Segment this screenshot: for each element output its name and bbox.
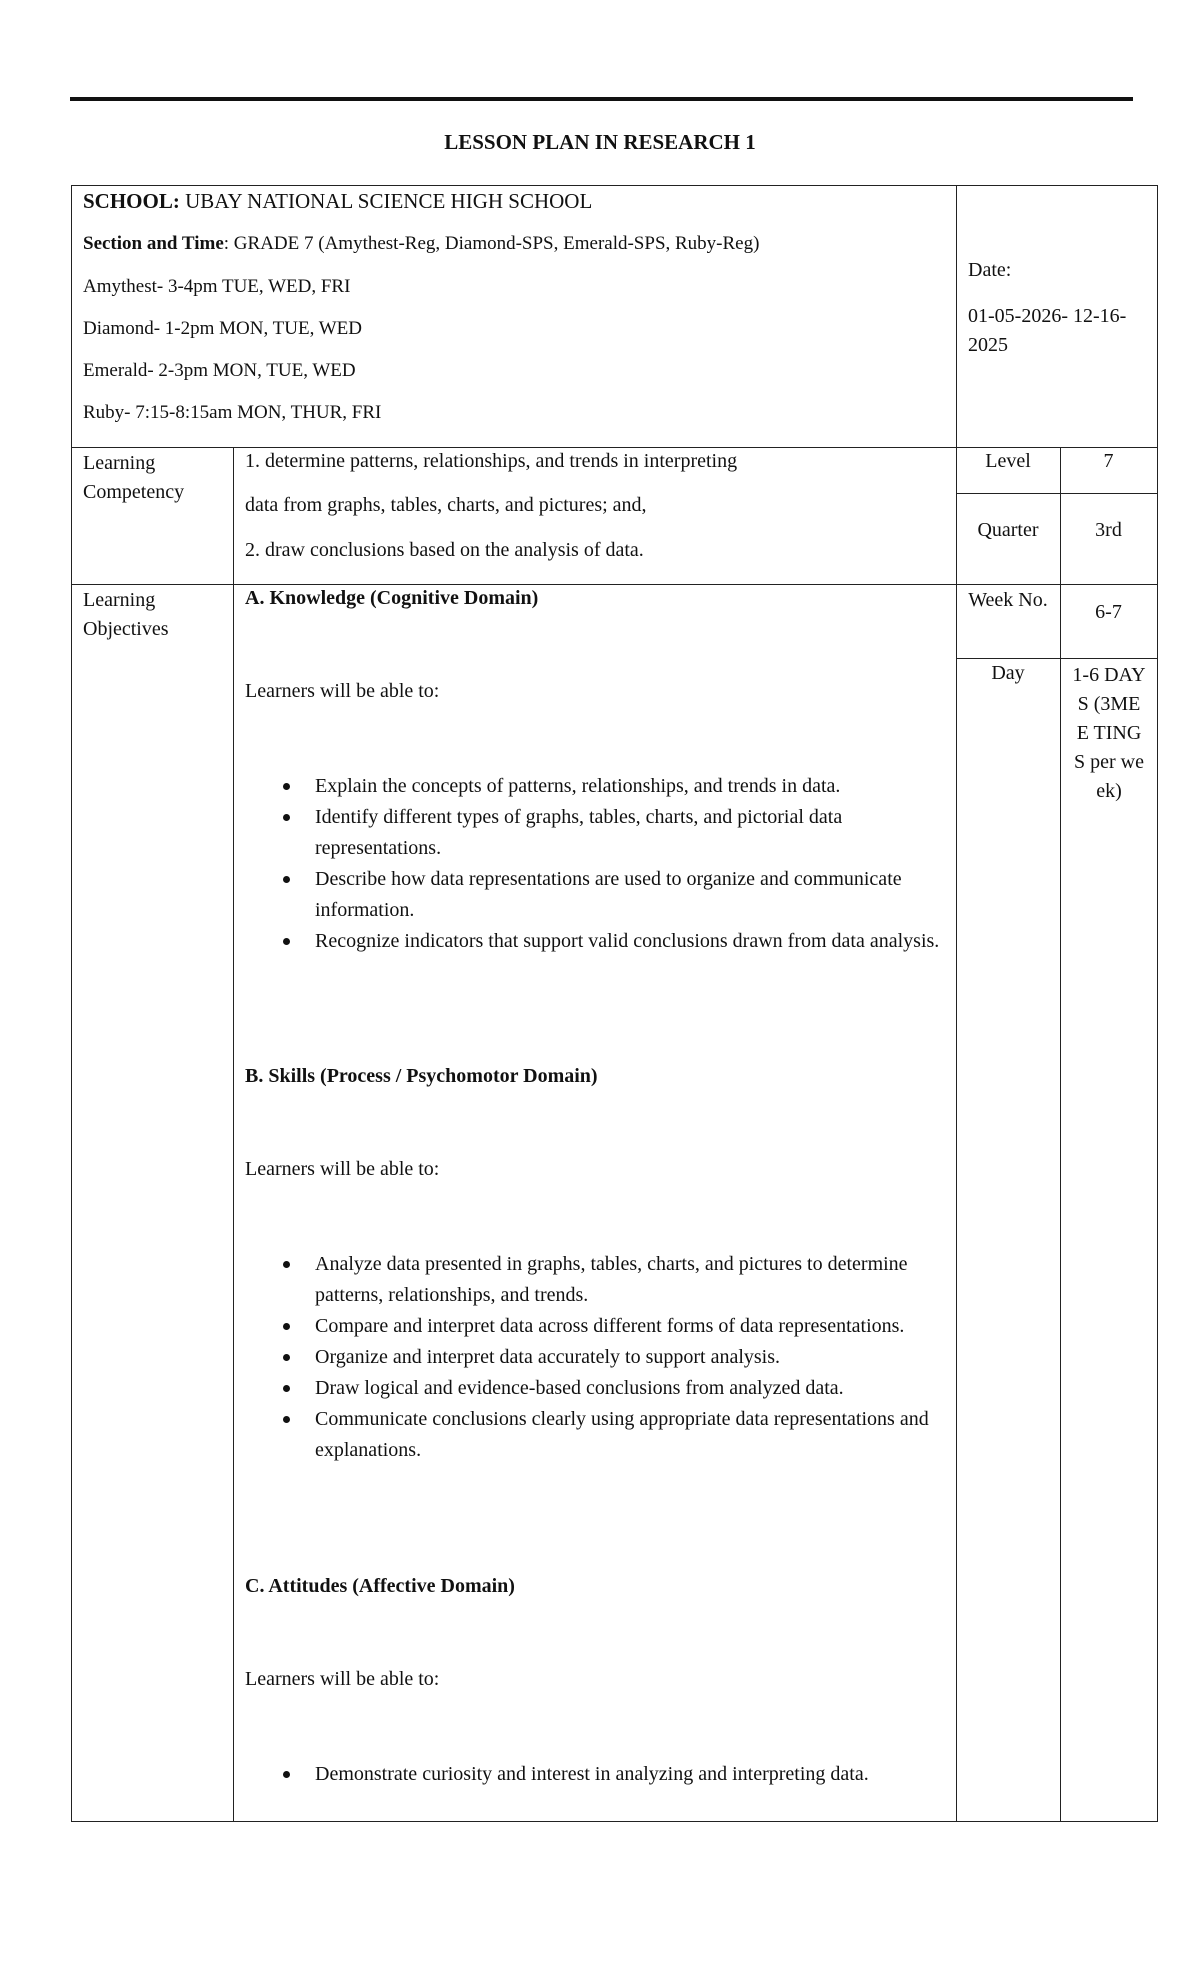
attitudes-intro: Learners will be able to: bbox=[245, 1668, 440, 1690]
document-title: LESSON PLAN IN RESEARCH 1 bbox=[444, 130, 756, 154]
attitudes-list bbox=[245, 1759, 945, 1790]
competency-line-2: data from graphs, tables, charts, and pictures; and, bbox=[245, 494, 647, 516]
list-item: Communicate conclusions clearly using appropriate data representations and explanations. bbox=[245, 1404, 945, 1466]
attitudes-heading: C. Attitudes (Affective Domain) bbox=[245, 1575, 515, 1597]
col-divider-label bbox=[233, 447, 234, 1821]
col-divider-content bbox=[956, 186, 957, 1821]
list-item: Explain the concepts of patterns, relationships, and trends in data. bbox=[245, 771, 945, 802]
competency-label: Learning Competency bbox=[83, 452, 185, 503]
skills-list bbox=[245, 1249, 945, 1466]
section-line bbox=[83, 233, 759, 256]
list-item: Compare and interpret data across different forms of data representations. bbox=[245, 1311, 945, 1342]
day-value: 1-6 DAYS (3MEE TINGS per week) bbox=[1072, 664, 1146, 802]
section-value: : GRADE 7 (Amythest-Reg, Diamond-SPS, Emerald-SPS, Ruby-Reg) bbox=[223, 233, 760, 254]
skills-heading: B. Skills (Process / Psychomotor Domain) bbox=[245, 1065, 598, 1087]
list-item: Analyze data presented in graphs, tables, charts, and pictures to determine patterns, relationships, and trends. bbox=[245, 1249, 945, 1311]
level-label: Level bbox=[985, 450, 1031, 472]
list-item: Identify different types of graphs, tables, charts, and pictorial data representations. bbox=[245, 802, 945, 864]
level-value: 7 bbox=[1103, 450, 1114, 472]
objectives-label: Learning Objectives bbox=[83, 589, 169, 640]
col-divider-meta bbox=[1060, 447, 1061, 1821]
schedule-diamond: Diamond- 1-2pm MON, TUE, WED bbox=[83, 318, 362, 339]
list-item: Describe how data representations are used to organize and communicate information. bbox=[245, 864, 945, 926]
day-label: Day bbox=[991, 662, 1025, 684]
school-line bbox=[83, 189, 592, 214]
quarter-label: Quarter bbox=[977, 519, 1039, 541]
lesson-plan-table bbox=[71, 185, 1158, 1822]
row-divider-week bbox=[956, 658, 1157, 659]
quarter-value: 3rd bbox=[1095, 519, 1122, 541]
competency-line-3: 2. draw conclusions based on the analysis of data. bbox=[245, 539, 644, 561]
row-divider-competency bbox=[72, 584, 1157, 585]
schedule-ruby: Ruby- 7:15-8:15am MON, THUR, FRI bbox=[83, 402, 382, 423]
knowledge-intro: Learners will be able to: bbox=[245, 680, 440, 702]
row-divider-header bbox=[72, 447, 1157, 448]
school-value: UBAY NATIONAL SCIENCE HIGH SCHOOL bbox=[179, 189, 593, 213]
date-label: Date: bbox=[968, 259, 1012, 281]
competency-line-1: 1. determine patterns, relationships, and trends in interpreting bbox=[245, 450, 738, 472]
week-value: 6-7 bbox=[1095, 601, 1122, 623]
row-divider-level bbox=[956, 493, 1157, 494]
section-label: Section and Time bbox=[83, 233, 224, 254]
top-rule bbox=[70, 97, 1133, 101]
list-item: Draw logical and evidence-based conclusions from analyzed data. bbox=[245, 1373, 945, 1404]
date-value: 01-05-2026- 12-16-2025 bbox=[968, 305, 1127, 356]
week-label: Week No. bbox=[968, 589, 1048, 611]
list-item: Demonstrate curiosity and interest in analyzing and interpreting data. bbox=[245, 1759, 945, 1790]
list-item: Recognize indicators that support valid conclusions drawn from data analysis. bbox=[245, 926, 945, 957]
knowledge-list bbox=[245, 771, 945, 957]
schedule-amythest: Amythest- 3-4pm TUE, WED, FRI bbox=[83, 276, 351, 297]
knowledge-heading: A. Knowledge (Cognitive Domain) bbox=[245, 587, 539, 609]
schedule-emerald: Emerald- 2-3pm MON, TUE, WED bbox=[83, 360, 356, 381]
list-item: Organize and interpret data accurately to support analysis. bbox=[245, 1342, 945, 1373]
skills-intro: Learners will be able to: bbox=[245, 1158, 440, 1180]
school-label: SCHOOL: bbox=[83, 189, 180, 213]
